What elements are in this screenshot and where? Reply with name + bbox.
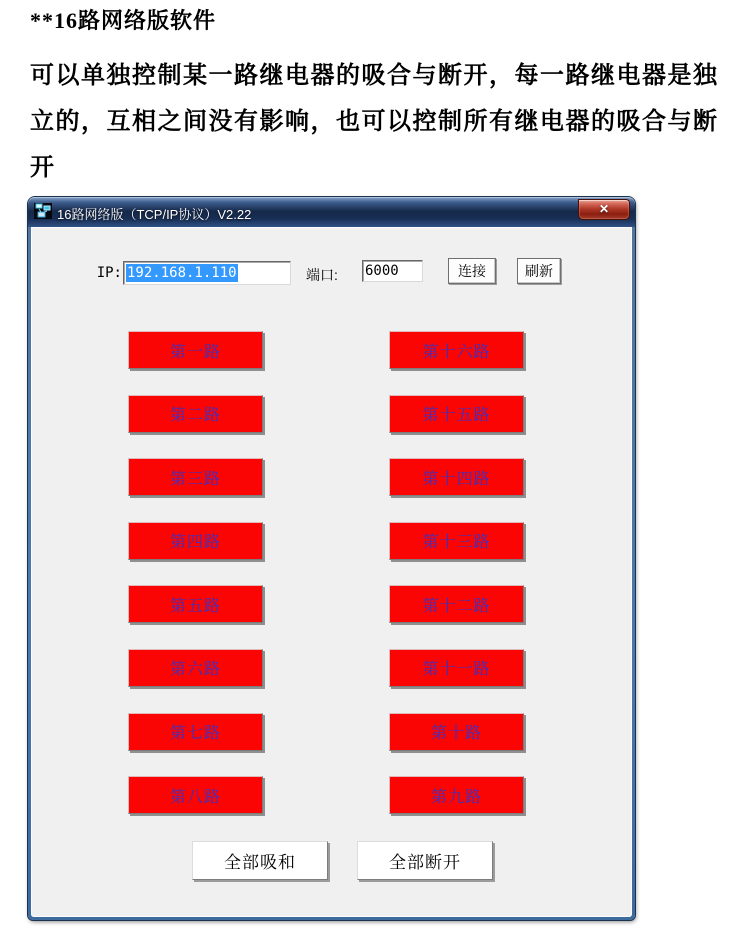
relay-column-right xyxy=(389,331,524,814)
relay-button[interactable]: 第六路 xyxy=(128,649,263,687)
relay-button[interactable]: 第十三路 xyxy=(389,522,524,560)
titlebar[interactable] xyxy=(28,197,635,227)
all-off-button[interactable]: 全部断开 xyxy=(357,841,493,880)
ip-input[interactable] xyxy=(123,261,291,285)
relay-button[interactable]: 第三路 xyxy=(128,458,263,496)
ip-label: IP: xyxy=(96,265,122,281)
port-value: 6000 xyxy=(365,263,399,279)
refresh-button[interactable]: 刷新 xyxy=(517,258,561,284)
network-icon xyxy=(34,203,52,219)
relay-button[interactable]: 第八路 xyxy=(128,776,263,814)
all-on-button[interactable]: 全部吸和 xyxy=(192,841,328,880)
relay-button[interactable]: 第十六路 xyxy=(389,331,524,369)
port-label: 端口: xyxy=(306,267,338,283)
intro-line: 可以单独控制某一路继电器的吸合与断开，每一路继电器是独 xyxy=(30,63,719,89)
intro-line: 开 xyxy=(30,155,56,181)
ip-value-selected-text: 192.168.1.110 xyxy=(127,265,237,281)
relay-button[interactable]: 第十二路 xyxy=(389,585,524,623)
app-window xyxy=(28,197,635,920)
intro-line: 立的，互相之间没有影响，也可以控制所有继电器的吸合与断 xyxy=(30,109,719,135)
relay-button[interactable]: 第二路 xyxy=(128,395,263,433)
relay-button[interactable]: 第十四路 xyxy=(389,458,524,496)
relay-column-left xyxy=(128,331,263,814)
window-client-area xyxy=(31,227,632,917)
close-icon: ✕ xyxy=(598,202,610,216)
relay-button[interactable]: 第十路 xyxy=(389,713,524,751)
relay-button[interactable]: 第九路 xyxy=(389,776,524,814)
relay-button[interactable]: 第十一路 xyxy=(389,649,524,687)
relay-button[interactable]: 第十五路 xyxy=(389,395,524,433)
relay-button[interactable]: 第一路 xyxy=(128,331,263,369)
close-button[interactable] xyxy=(578,199,630,220)
port-input[interactable] xyxy=(362,260,423,282)
relay-button[interactable]: 第四路 xyxy=(128,522,263,560)
relay-button[interactable]: 第七路 xyxy=(128,713,263,751)
relay-button[interactable]: 第五路 xyxy=(128,585,263,623)
intro-title: **16路网络版软件 xyxy=(30,8,217,33)
connect-button[interactable]: 连接 xyxy=(448,258,496,284)
window-title: 16路网络版（TCP/IP协议）V2.22 xyxy=(57,207,252,222)
